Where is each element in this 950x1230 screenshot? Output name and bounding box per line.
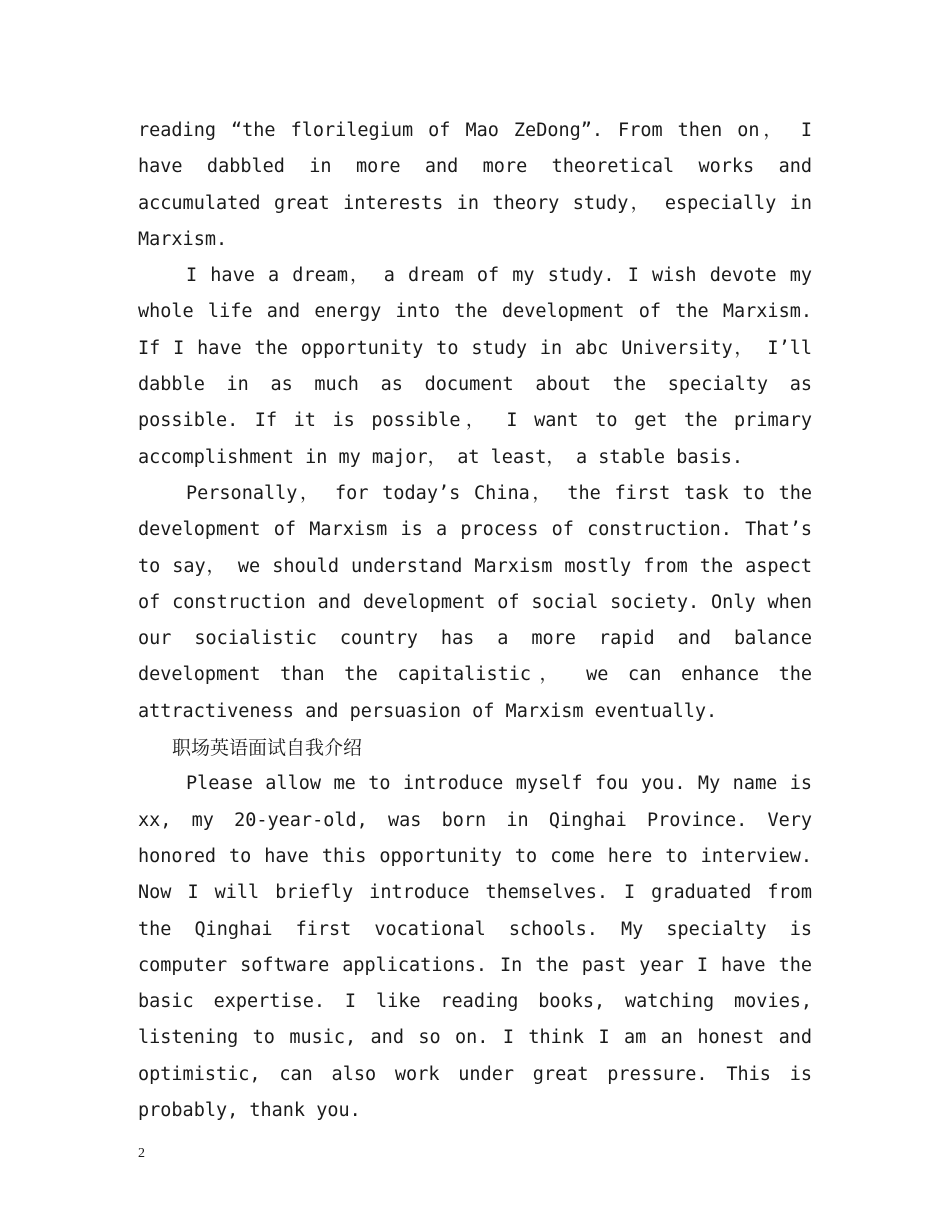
- page-number: 2: [138, 1146, 145, 1161]
- section-heading: 职场英语面试自我介绍: [172, 737, 363, 760]
- paragraph-dream: I have a dream， a dream of my study. I wish devote my whole life and energy into the development of the Marxism. If I have the opportunity to study in abc University， I’ll dabble in as much as document about the specialty as possible. If it is possible， I want to get the primary accomplishment in my major， at least， a stable basis.: [138, 265, 812, 468]
- paragraph-continuation: reading “the florilegium of Mao ZeDong”. From then on， I have dabbled in more and more theoretical works and accumulated great interests in theory study， especially in Marxism.: [138, 120, 812, 250]
- paragraph-marxism-construction: Personally， for today’s China， the first task to the development of Marxism is a process of construction. That’s to say， we should understand Marxism mostly from the aspect of construction and development of social society. Only when our socialistic country has a more rapid and balance development than the capitalistic， we can enhance the attractiveness and persuasion of Marxism eventually.: [138, 482, 812, 722]
- paragraph-self-introduction: Please allow me to introduce myself fou you. My name is xx, my 20-year-old, was born in Qinghai Province. Very honored to have this opportunity to come here to interview. Now I will briefly introduce themselves. I graduated from the Qinghai first vocational schools. My specialty is computer software applications. In the past year I have the basic expertise. I like reading books, watching movies, listening to music, and so on. I think I am an honest and optimistic, can also work under great pressure. This is probably, thank you.: [138, 773, 812, 1122]
- document-body: [138, 113, 812, 1129]
